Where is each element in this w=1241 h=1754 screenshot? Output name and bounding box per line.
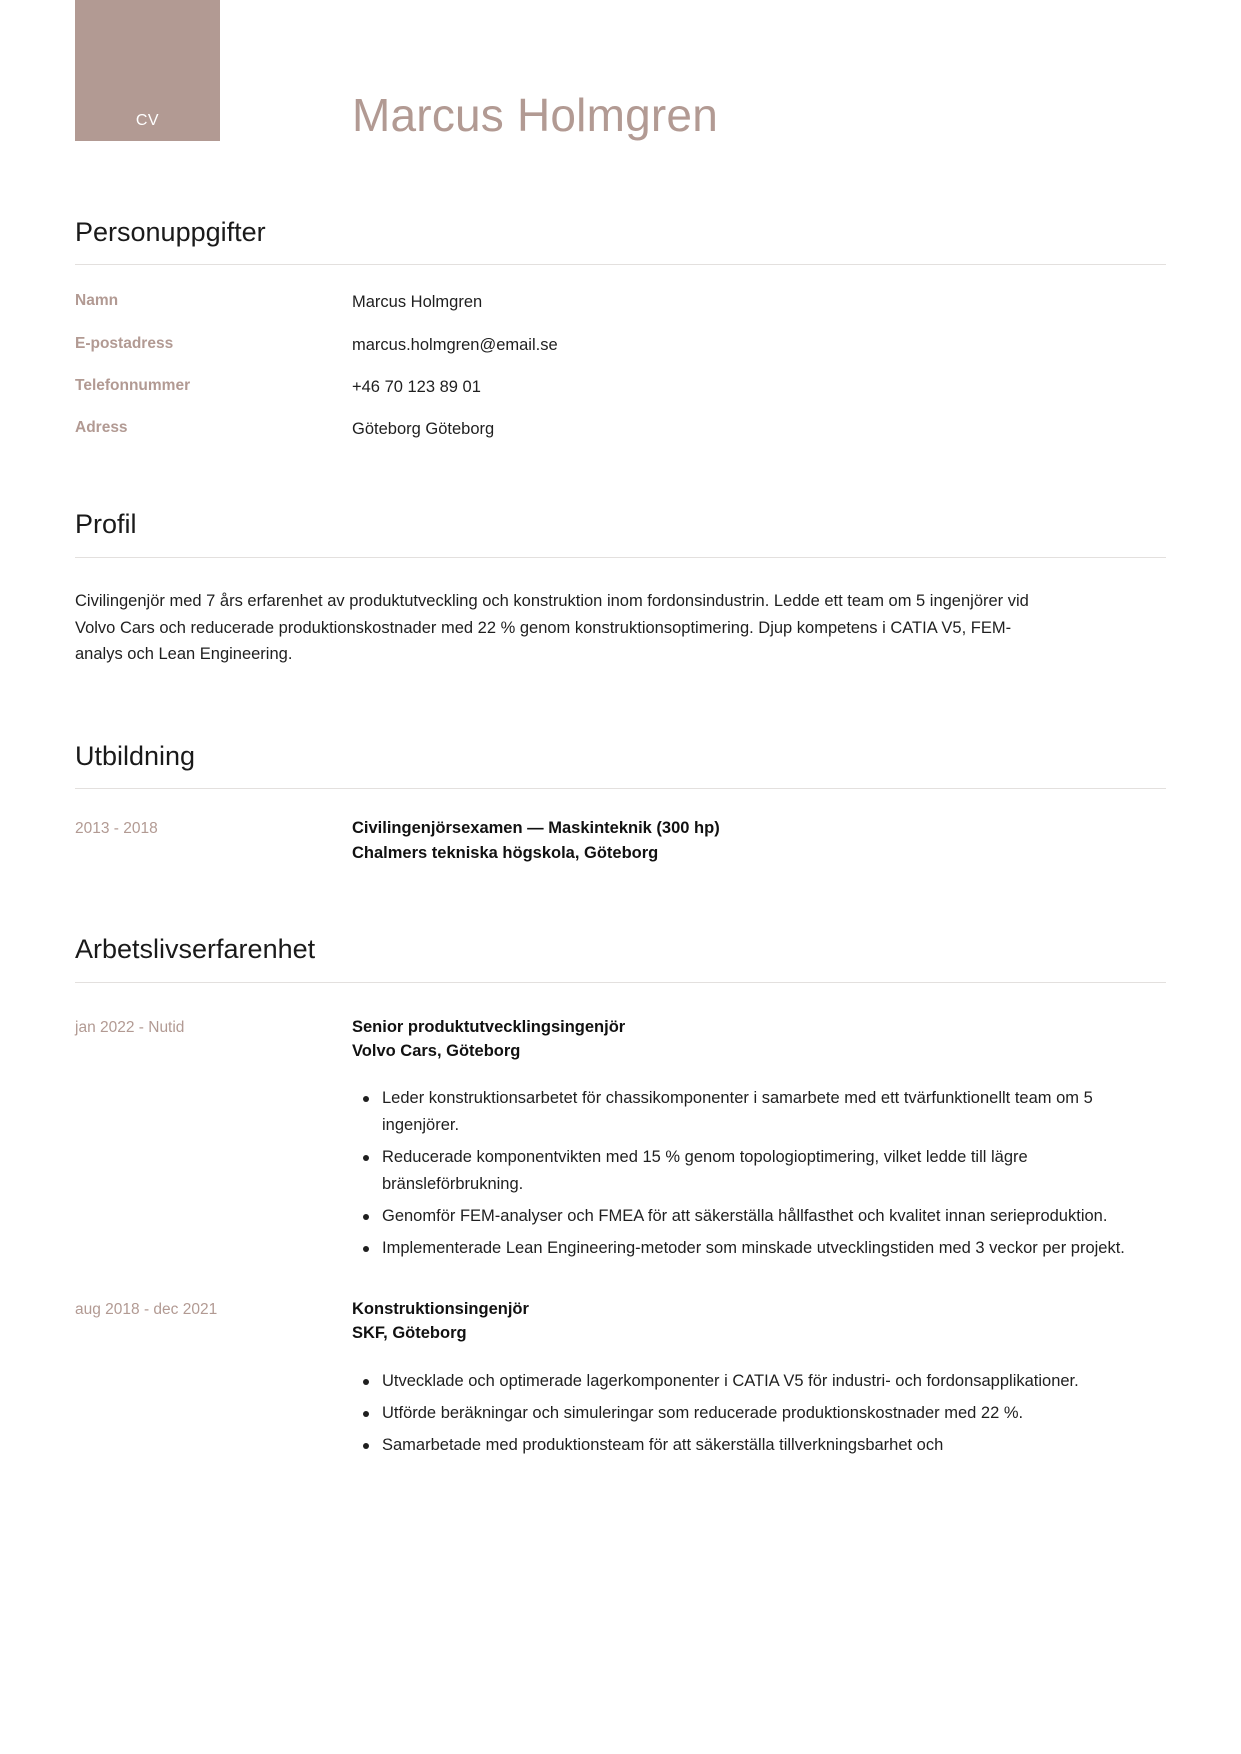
section-education bbox=[75, 740, 1166, 865]
section-title-experience: Arbetslivserfarenhet bbox=[75, 934, 316, 965]
profile-summary-text: Civilingenjör med 7 års erfarenhet av produktutveckling och konstruktion inom fordonsindustrin. Ledde ett team om 5 ingenjörer vid Volvo Cars och reducerade produktionskostnader med 22 % genom konstruktionsoptimering. Djup kompetens i CATIA V5, FEM-analys och Lean Engineering. bbox=[75, 591, 1029, 664]
experience-bullet: Genomför FEM-analyser och FMEA för att säkerställa hållfasthet och kvalitet innan serieproduktion. bbox=[382, 1203, 1166, 1229]
section-divider-experience bbox=[75, 982, 1166, 983]
education-entry bbox=[75, 816, 1166, 865]
detail-label-namn: Namn bbox=[75, 292, 119, 310]
section-divider-education bbox=[75, 788, 1166, 789]
experience-bullet: Samarbetade med produktionsteam för att säkerställa tillverkningsbarhet och bbox=[382, 1432, 1166, 1458]
experience-bullet: Leder konstruktionsarbetet för chassikomponenter i samarbete med ett tvärfunktionellt team om 5 ingenjörer. bbox=[382, 1085, 1166, 1138]
personal-details-list bbox=[75, 291, 1166, 440]
section-personal-details bbox=[75, 216, 1166, 440]
detail-row bbox=[75, 418, 1166, 440]
detail-label-epost: E-postadress bbox=[75, 334, 174, 352]
experience-bullet: Implementerade Lean Engineering-metoder som minskade utvecklingstiden med 3 veckor per projekt. bbox=[382, 1235, 1166, 1261]
detail-value-epost: marcus.holmgren@email.se bbox=[352, 335, 558, 354]
education-entry-title: Civilingenjörsexamen — Maskinteknik (300 hp) bbox=[352, 819, 720, 838]
detail-label-adress: Adress bbox=[75, 419, 128, 437]
experience-entry-body bbox=[352, 1015, 1166, 1268]
cv-badge-label: CV bbox=[135, 112, 160, 129]
experience-bullet: Utförde beräkningar och simuleringar som reducerade produktionskostnader med 22 %. bbox=[382, 1400, 1166, 1426]
experience-entry-body bbox=[352, 1297, 1166, 1465]
section-title-personal: Personuppgifter bbox=[75, 217, 266, 247]
cv-content bbox=[0, 216, 1241, 1465]
experience-bullet-list bbox=[352, 1368, 1166, 1459]
detail-row bbox=[75, 291, 1166, 313]
experience-entry-title: Senior produktutvecklingsingenjör bbox=[352, 1017, 626, 1036]
candidate-name: Marcus Holmgren bbox=[352, 89, 718, 141]
cv-badge bbox=[75, 0, 220, 141]
experience-bullet: Utvecklade och optimerade lagerkomponenter i CATIA V5 för industri- och fordonsapplikationer. bbox=[382, 1368, 1166, 1394]
section-divider-personal bbox=[75, 264, 1166, 265]
detail-value-namn: Marcus Holmgren bbox=[352, 293, 483, 312]
section-profile bbox=[75, 508, 1166, 668]
cv-header bbox=[0, 0, 1241, 160]
detail-row bbox=[75, 334, 1166, 356]
section-title-profile: Profil bbox=[75, 509, 137, 540]
education-entry-date: 2013 - 2018 bbox=[75, 820, 158, 838]
experience-entry-date: jan 2022 - Nutid bbox=[75, 1018, 185, 1036]
experience-bullet: Reducerade komponentvikten med 15 % genom topologioptimering, vilket ledde till lägre bränsleförbrukning. bbox=[382, 1144, 1166, 1197]
experience-entry bbox=[75, 1297, 1166, 1465]
education-entry-body bbox=[352, 816, 1166, 865]
experience-entry-date: aug 2018 - dec 2021 bbox=[75, 1300, 218, 1318]
education-entry-org: Chalmers tekniska högskola, Göteborg bbox=[352, 843, 659, 862]
experience-entry-title: Konstruktionsingenjör bbox=[352, 1299, 529, 1318]
detail-value-telefon: +46 70 123 89 01 bbox=[352, 377, 481, 396]
section-title-education: Utbildning bbox=[75, 741, 196, 771]
experience-bullet-list bbox=[352, 1085, 1166, 1261]
experience-entry bbox=[75, 1015, 1166, 1268]
detail-label-telefon: Telefonnummer bbox=[75, 376, 191, 394]
detail-value-adress: Göteborg Göteborg bbox=[352, 420, 495, 439]
experience-entry-org: Volvo Cars, Göteborg bbox=[352, 1042, 521, 1060]
section-divider-profile bbox=[75, 557, 1166, 558]
detail-row bbox=[75, 376, 1166, 398]
experience-entry-org: SKF, Göteborg bbox=[352, 1324, 467, 1343]
section-experience bbox=[75, 933, 1166, 1465]
